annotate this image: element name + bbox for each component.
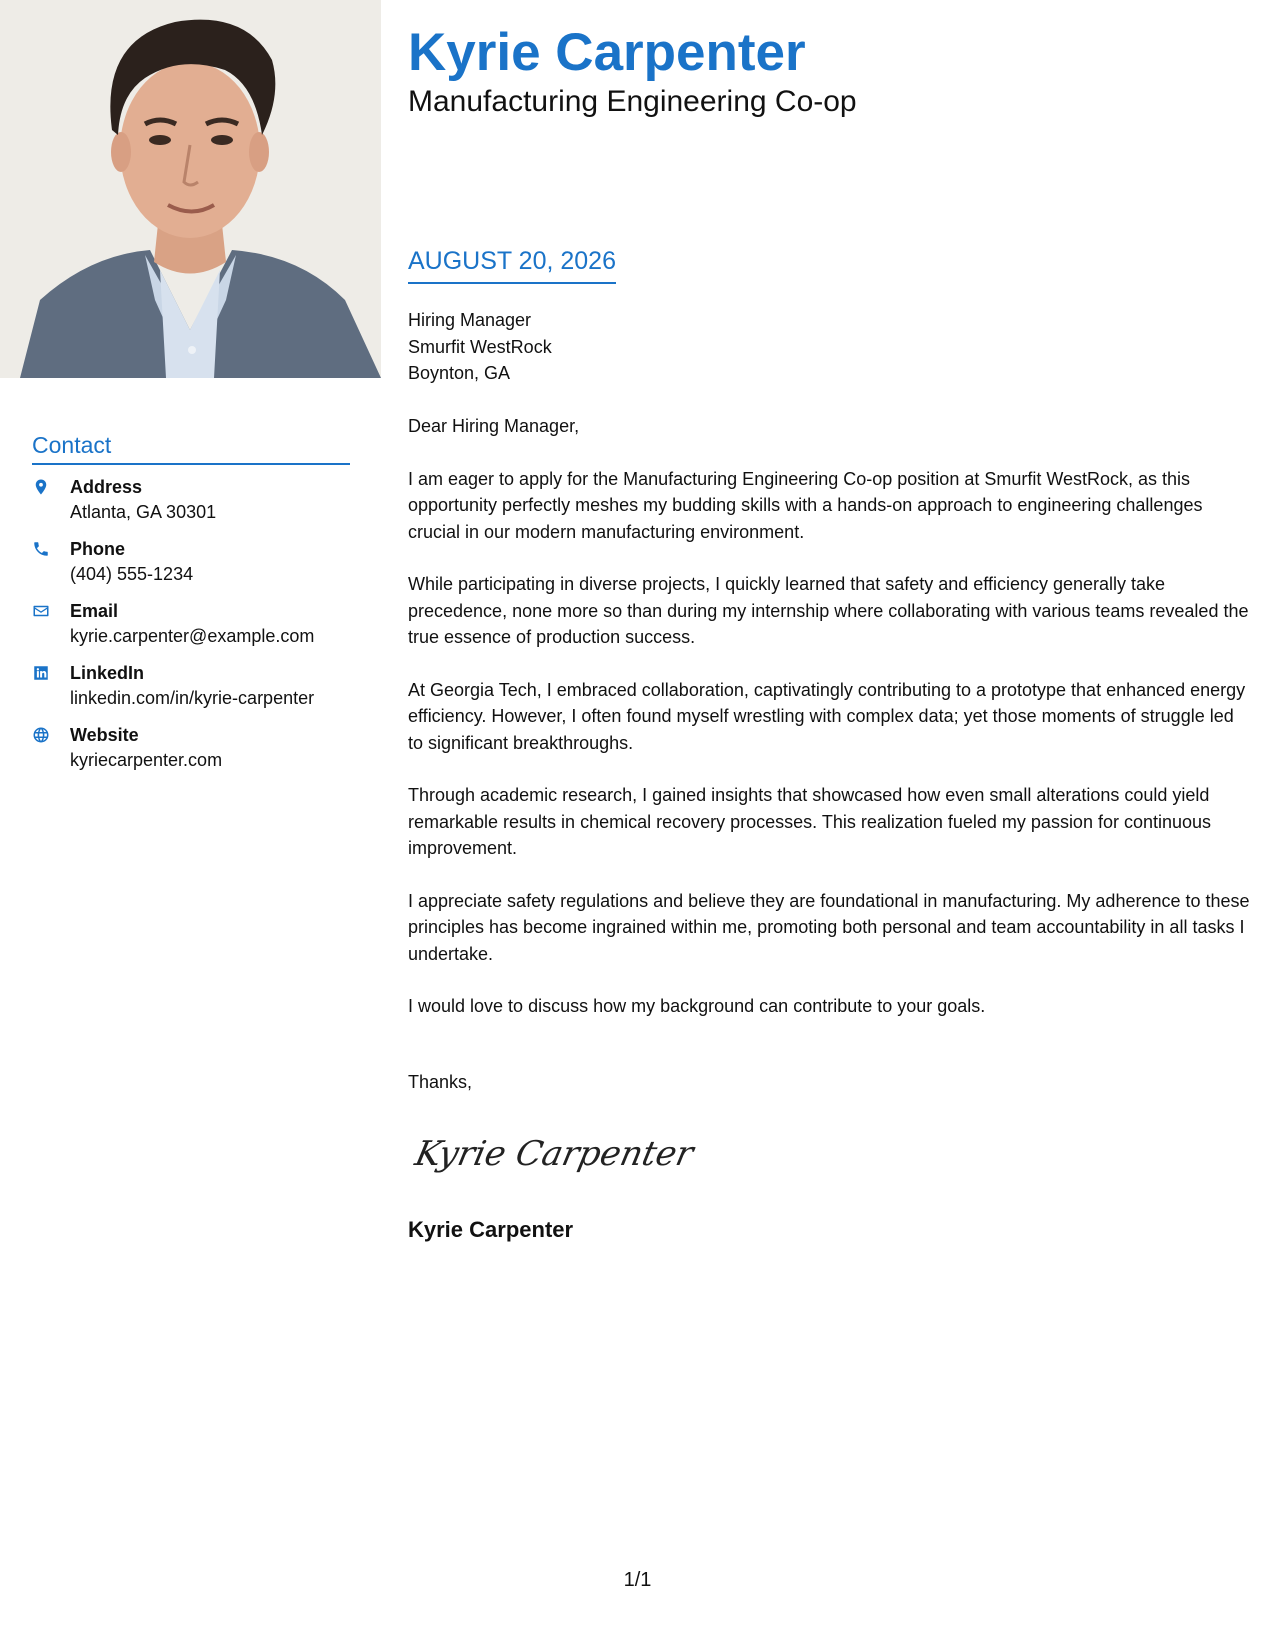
salutation: Dear Hiring Manager,: [408, 416, 580, 436]
page-number: 1/1: [623, 1569, 652, 1591]
contact-value[interactable]: kyriecarpenter.com: [70, 750, 223, 770]
letter-paragraph: At Georgia Tech, I embraced collaboration, captivatingly contributing to a prototype that enhanced energy efficiency. However, I often found myself wrestling with complex data; yet those moments of struggle led to significant breakthroughs.: [408, 679, 1246, 753]
contact-item-website: [32, 723, 350, 773]
recipient-company: Smurfit WestRock: [408, 336, 552, 357]
recipient-location: Boynton, GA: [408, 363, 511, 383]
map-pin-icon: [32, 475, 70, 499]
sidebar: [32, 432, 350, 785]
contact-value: (404) 555-1234: [70, 564, 194, 584]
signer-name: Kyrie Carpenter: [408, 1217, 574, 1242]
contact-label: LinkedIn: [70, 663, 145, 683]
profile-photo: [0, 0, 381, 378]
globe-icon: [32, 723, 70, 747]
contact-value[interactable]: linkedin.com/in/kyrie-carpenter: [70, 688, 315, 708]
letter-paragraph: I am eager to apply for the Manufacturing Engineering Co-op position at Smurfit WestRock, as this opportunity perfectly meshes my budding skills with a hands-on approach to engineering challenges crucial in our modern manufacturing environment.: [408, 468, 1203, 542]
envelope-icon: [32, 599, 70, 623]
contact-item-linkedin: [32, 661, 350, 711]
phone-icon: [32, 537, 70, 561]
contact-label: Email: [70, 601, 119, 621]
letter-body: [408, 413, 1250, 1046]
handwritten-signature: [408, 1125, 697, 1181]
contact-label: Website: [70, 725, 139, 745]
letter-paragraph: I would love to discuss how my background can contribute to your goals.: [408, 996, 986, 1016]
letter-paragraph: While participating in diverse projects, I quickly learned that safety and efficiency generally take precedence, none more so than during my internship where collaborating with various teams revealed the true essence of production success.: [408, 574, 1249, 647]
applicant-name: Kyrie Carpenter: [408, 23, 806, 82]
applicant-role: Manufacturing Engineering Co-op: [408, 85, 857, 118]
linkedin-icon: [32, 661, 70, 685]
contact-item-email: [32, 599, 350, 649]
recipient-block: [408, 307, 552, 387]
contact-item-phone: [32, 537, 350, 587]
closing: Thanks,: [408, 1072, 473, 1092]
contact-value: Atlanta, GA 30301: [70, 502, 217, 522]
letter-paragraph: I appreciate safety regulations and believe they are foundational in manufacturing. My adherence to these principles has become ingrained within me, promoting both personal and team accountability in all tasks I undertake.: [408, 890, 1250, 964]
contact-label: Address: [70, 477, 143, 497]
contact-label: Phone: [70, 539, 126, 559]
recipient-title: Hiring Manager: [408, 310, 532, 330]
contact-section-title: Contact: [32, 432, 350, 465]
letter-paragraph: Through academic research, I gained insights that showcased how even small alterations could yield remarkable results in chemical recovery processes. This realization fueled my passion for continuous improvement.: [408, 785, 1212, 858]
contact-item-address: [32, 475, 350, 525]
letter-date: AUGUST 20, 2026: [408, 247, 616, 284]
contact-value[interactable]: kyrie.carpenter@example.com: [70, 626, 315, 646]
svg-text:Kyrie Carpenter: Kyrie Carpenter: [411, 1134, 697, 1174]
